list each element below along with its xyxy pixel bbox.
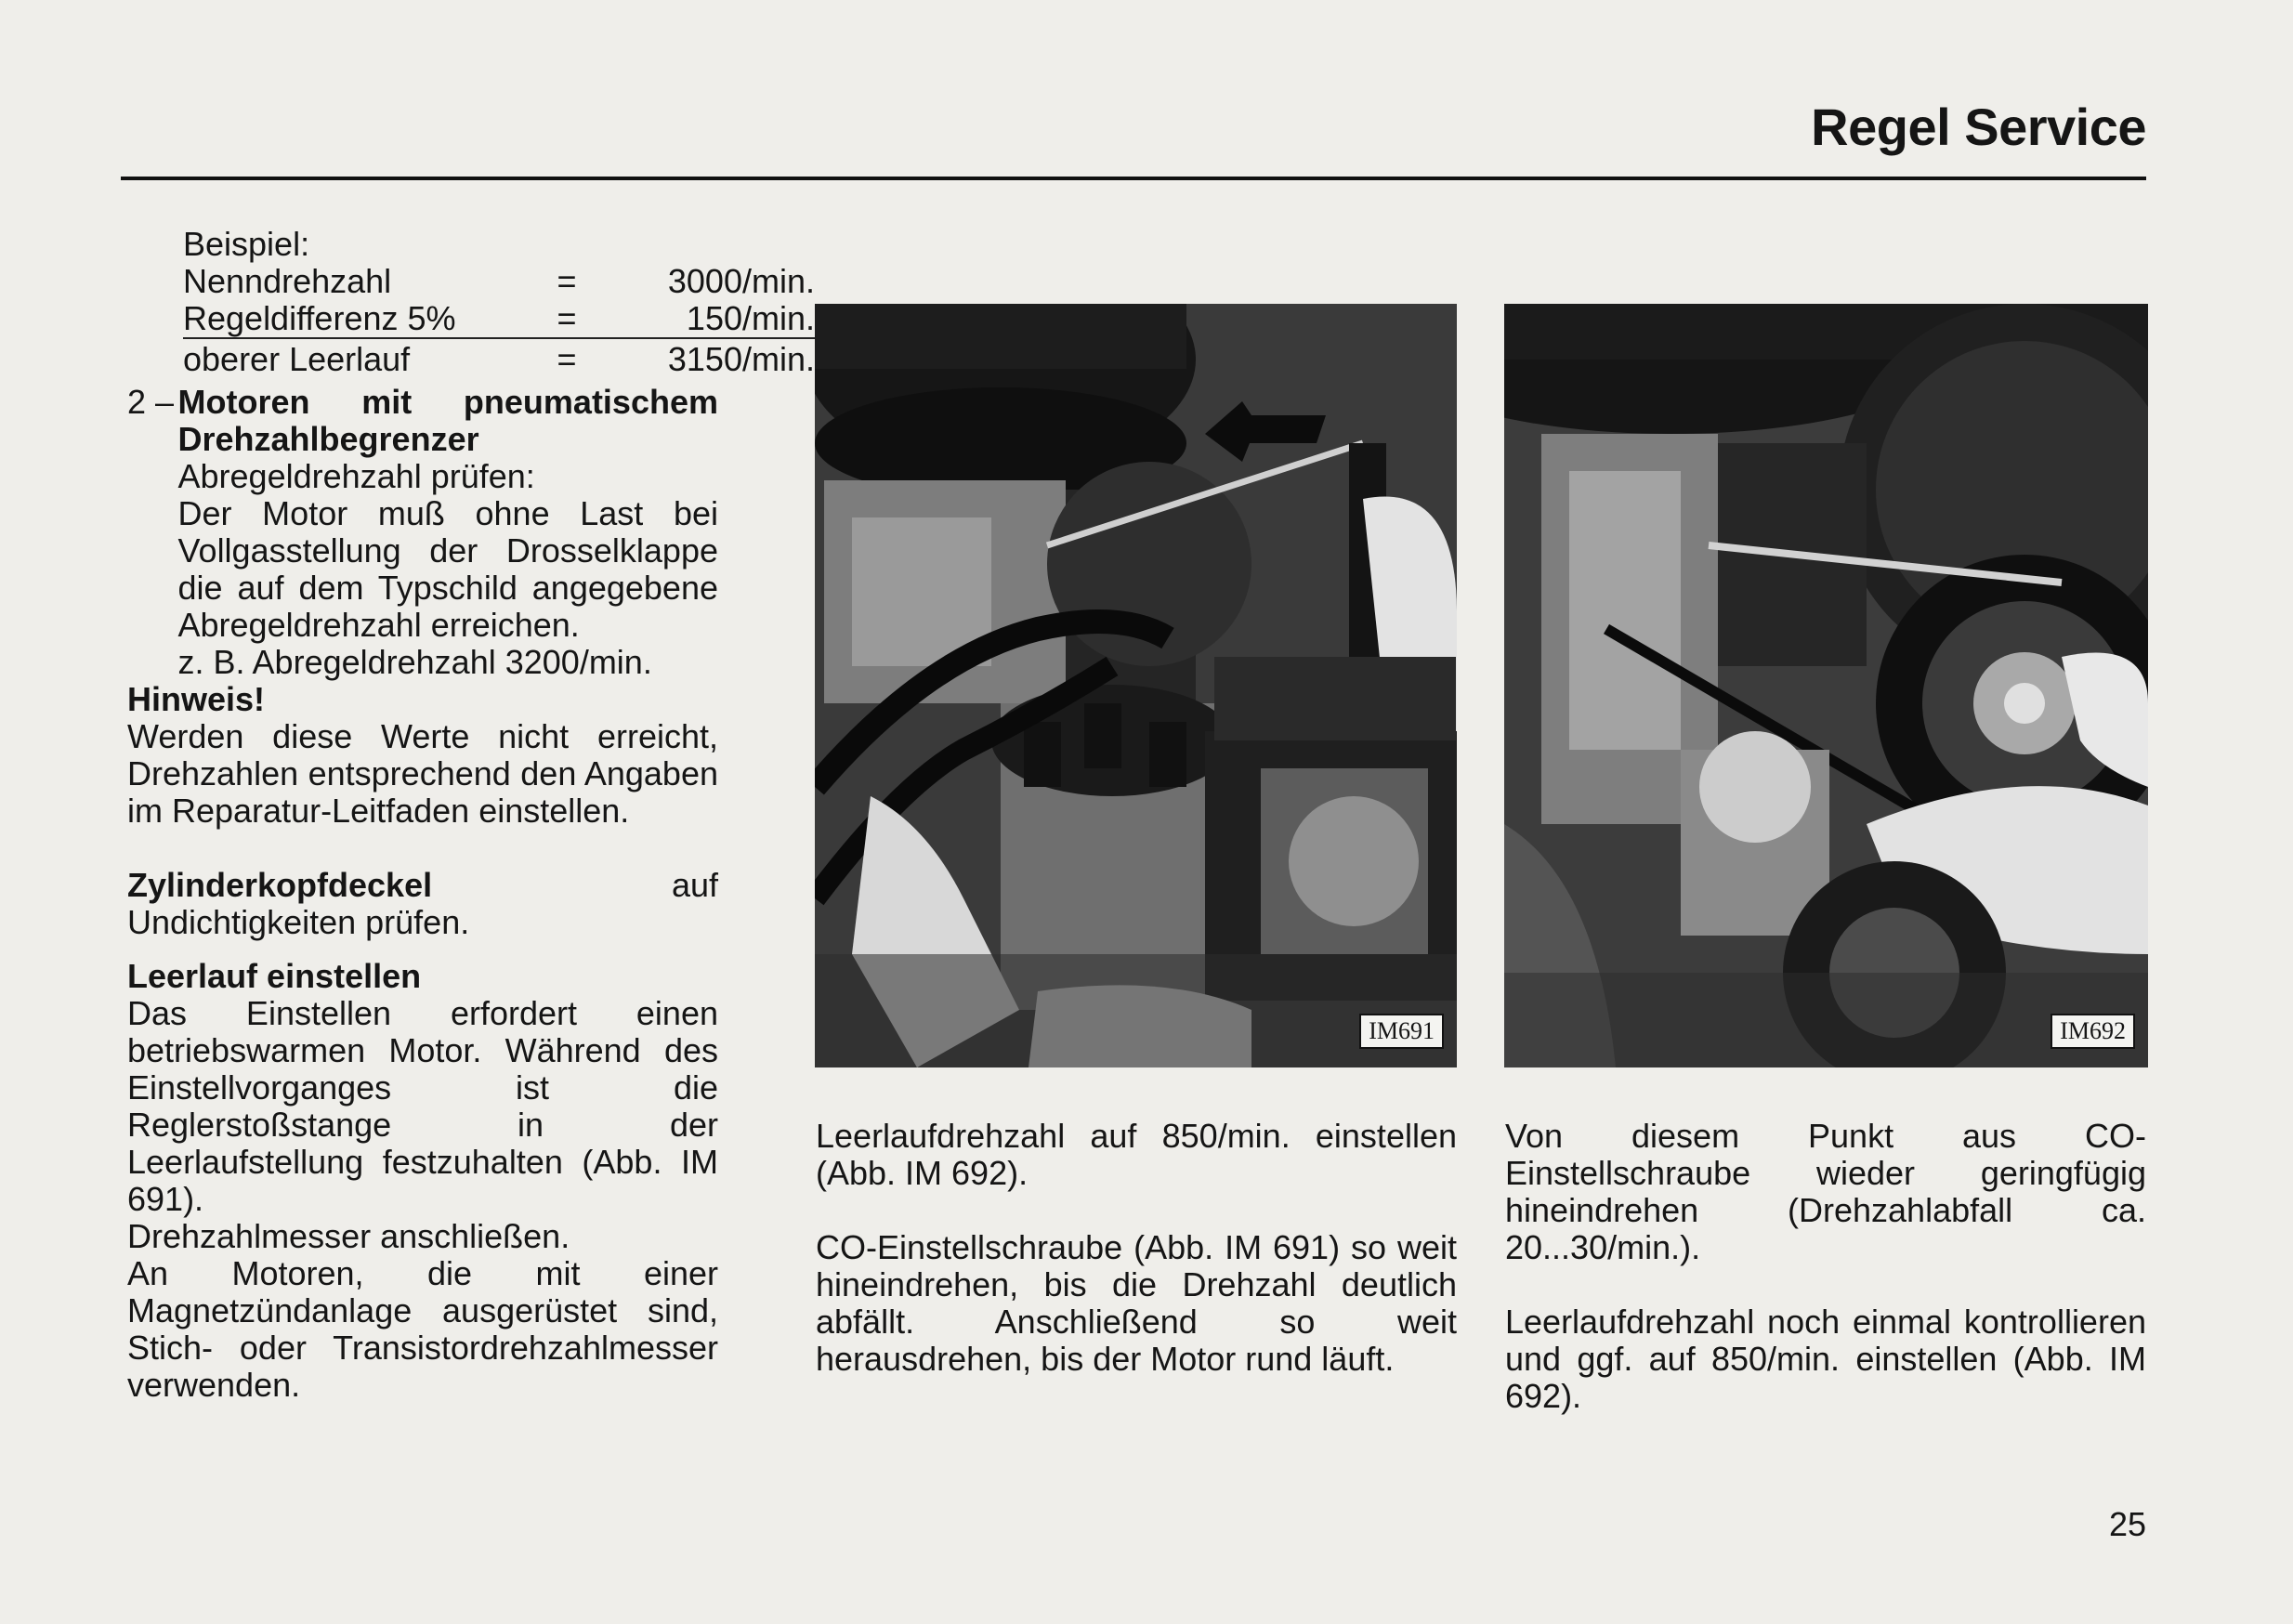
zylinderkopfdeckel-text (127, 867, 718, 941)
example-row-oberer-leerlauf (183, 341, 815, 378)
page-title: Regel Service (1811, 98, 2146, 156)
example-equals: = (557, 262, 577, 300)
example-block (127, 225, 815, 378)
example-label: oberer Leerlauf (183, 340, 411, 378)
leerlauf-block (127, 958, 718, 1404)
list-item-2 (127, 384, 718, 681)
right-paragraph: Leerlaufdrehzahl noch einmal kontrollieren und ggf. auf 850/min. einstellen (Abb. IM 692). (1505, 1303, 2146, 1415)
spacer (816, 1192, 1457, 1229)
example-value: 150/min. (590, 300, 815, 339)
zylinderkopfdeckel-body: auf Undichtigkeiten prüfen. (127, 866, 718, 941)
right-paragraph: Von diesem Punkt aus CO-Einstellschraube wieder geringfügig hineindrehen (Drehzahlabfall ca. 20...30/min.). (1505, 1117, 2146, 1266)
spacer (127, 830, 718, 867)
page-number: 25 (2108, 1505, 2146, 1543)
middle-paragraph: Leerlaufdrehzahl auf 850/min. einstellen (Abb. IM 692). (816, 1117, 1457, 1192)
leerlauf-text: Drehzahlmesser anschließen. (127, 1217, 570, 1255)
example-label: Regeldifferenz 5% (183, 300, 544, 339)
leerlauf-text: Das Einstellen erfordert einen betriebswarmen Motor. Während des Einstellvorganges ist die Reglerstoßstange in der Leerlaufstellung festzuhalten (Abb. IM 691). (127, 994, 718, 1218)
figure-im691 (815, 304, 1457, 1067)
engine-photo-illustration (1504, 304, 2148, 1067)
hinweis-heading: Hinweis! (127, 680, 266, 718)
leerlauf-heading: Leerlauf einstellen (127, 957, 422, 995)
example-row-regeldifferenz (183, 300, 815, 339)
spacer (1505, 1266, 2146, 1303)
middle-paragraph: CO-Einstellschraube (Abb. IM 691) so weit hineindrehen, bis die Drehzahl deutlich abfällt. Anschließend so weit herausdrehen, bis der Motor rund läuft. (816, 1228, 1457, 1378)
list-item-heading: Motoren mit pneumatischem Drehzahlbegrenzer (177, 383, 718, 458)
example-value: 3000/min. (667, 262, 815, 300)
list-item-body (178, 384, 718, 681)
figure-label: IM691 (1359, 1014, 1444, 1049)
example-value: 3150/min. (667, 340, 815, 378)
header-rule (121, 177, 2146, 180)
zylinderkopfdeckel-label: Zylinderkopfdeckel (127, 866, 433, 904)
leerlauf-text: An Motoren, die mit einer Magnetzündanlage ausgerüstet sind, Stich- oder Transistordrehzahlmesser verwenden. (127, 1254, 718, 1404)
example-label: Nenndrehzahl (183, 262, 392, 300)
example-row-nenndrehzahl (183, 263, 815, 300)
example-equals: = (544, 300, 590, 339)
engine-photo-illustration (815, 304, 1457, 1067)
figure-label: IM692 (2051, 1014, 2135, 1049)
right-column (1505, 1118, 2146, 1415)
left-column (127, 225, 815, 1404)
zylinderkopfdeckel-block (127, 867, 718, 941)
example-equals: = (557, 340, 577, 378)
hinweis-text: Werden diese Werte nicht erreicht, Drehzahlen entsprechend den Angaben im Reparatur-Leitfaden einstellen. (127, 717, 718, 830)
list-item-example: z. B. Abregeldrehzahl 3200/min. (177, 643, 652, 681)
middle-column (816, 1118, 1457, 1378)
list-item-line: Abregeldrehzahl prüfen: (177, 457, 535, 495)
hinweis-block (127, 681, 718, 830)
list-item-text: Der Motor muß ohne Last bei Vollgasstellung der Drosselklappe die auf dem Typschild angegebene Abregeldrehzahl erreichen. (177, 494, 718, 644)
figure-im692 (1504, 304, 2148, 1067)
list-number: 2 – (127, 383, 175, 421)
example-heading: Beispiel: (183, 225, 310, 263)
